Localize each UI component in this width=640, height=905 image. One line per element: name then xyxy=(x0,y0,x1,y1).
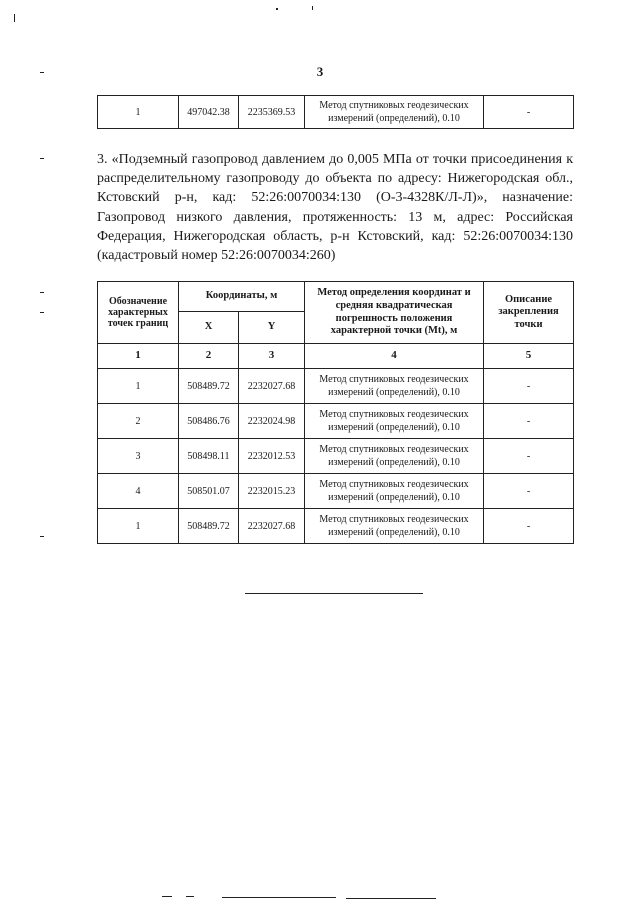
method-line-2: измерений (определений), 0.10 xyxy=(328,113,460,124)
x-cell: 508498.11 xyxy=(179,439,239,474)
method-line-2: измерений (определений), 0.10 xyxy=(328,387,460,398)
method-cell xyxy=(305,369,484,404)
scan-mark xyxy=(40,292,44,293)
table-row xyxy=(98,474,574,509)
point-cell: 1 xyxy=(98,369,179,404)
x-cell: 508501.07 xyxy=(179,474,239,509)
method-line-2: измерений (определений), 0.10 xyxy=(328,422,460,433)
column-number: 3 xyxy=(239,344,305,369)
x-cell: 508486.76 xyxy=(179,404,239,439)
y-cell: 2232027.68 xyxy=(239,509,305,544)
x-cell: 497042.38 xyxy=(179,96,239,129)
fixing-cell: - xyxy=(484,474,574,509)
designation-header: Обозначение характерных точек границ xyxy=(98,282,179,344)
method-cell xyxy=(305,474,484,509)
column-number: 4 xyxy=(305,344,484,369)
scan-mark xyxy=(276,8,278,10)
y-cell: 2232012.53 xyxy=(239,439,305,474)
table-row xyxy=(98,96,574,129)
method-cell xyxy=(305,404,484,439)
method-line-2: измерений (определений), 0.10 xyxy=(328,492,460,503)
method-line-1: Метод спутниковых геодезических xyxy=(319,99,469,111)
method-cell xyxy=(305,509,484,544)
table-row xyxy=(98,509,574,544)
table-row xyxy=(98,369,574,404)
x-header: X xyxy=(179,312,239,344)
method-line-1: Метод спутниковых геодезических xyxy=(319,373,469,385)
scan-mark xyxy=(312,6,313,10)
y-cell: 2232027.68 xyxy=(239,369,305,404)
method-header: Метод определения координат и средняя квадратическая погрешность положения характерной точки (Mt), м xyxy=(305,282,484,344)
y-cell: 2235369.53 xyxy=(239,96,305,129)
point-cell: 1 xyxy=(98,509,179,544)
point-cell: 1 xyxy=(98,96,179,129)
fixing-cell: - xyxy=(484,404,574,439)
continued-coordinates-table xyxy=(97,95,574,129)
method-line-1: Метод спутниковых геодезических xyxy=(319,408,469,420)
y-header: Y xyxy=(239,312,305,344)
scan-mark xyxy=(186,896,194,897)
method-line-1: Метод спутниковых геодезических xyxy=(319,478,469,490)
section-3-paragraph: 3. «Подземный газопровод давлением до 0,005 МПа от точки присоединения к распределительному газопроводу до объекта по адресу: Нижегородская обл., Кстовский р-н, кад: 52:26:0070034:130 (О-3-4328К/Л-Л)», назначение: Газопровод низкого давления, протяженность: 13 м, адрес: Российская Федерация, Нижегородская область, р-н Кстовский, кад: 52:26:0070034:130 (кадастровый номер 52:26:0070034:260) xyxy=(97,152,573,264)
fixing-cell: - xyxy=(484,439,574,474)
table-row xyxy=(98,439,574,474)
scan-mark xyxy=(40,158,44,159)
column-number-row xyxy=(98,344,574,369)
scan-mark xyxy=(40,312,44,313)
scan-mark xyxy=(222,897,336,898)
point-cell: 3 xyxy=(98,439,179,474)
x-cell: 508489.72 xyxy=(179,509,239,544)
scan-mark xyxy=(346,898,436,899)
point-cell: 4 xyxy=(98,474,179,509)
table-row xyxy=(98,404,574,439)
point-cell: 2 xyxy=(98,404,179,439)
method-cell xyxy=(305,96,484,129)
fixing-cell: - xyxy=(484,509,574,544)
scan-mark xyxy=(162,896,172,897)
coordinates-table xyxy=(97,281,574,544)
method-line-2: измерений (определений), 0.10 xyxy=(328,457,460,468)
method-line-2: измерений (определений), 0.10 xyxy=(328,527,460,538)
column-number: 5 xyxy=(484,344,574,369)
header-row xyxy=(98,282,574,312)
fixing-header: Описание закрепления точки xyxy=(484,282,574,344)
column-number: 1 xyxy=(98,344,179,369)
scan-mark xyxy=(14,14,15,22)
coordinates-header: Координаты, м xyxy=(179,282,305,312)
y-cell: 2232015.23 xyxy=(239,474,305,509)
fixing-cell: - xyxy=(484,96,574,129)
method-line-1: Метод спутниковых геодезических xyxy=(319,443,469,455)
column-number: 2 xyxy=(179,344,239,369)
y-cell: 2232024.98 xyxy=(239,404,305,439)
scan-mark xyxy=(40,536,44,537)
fixing-cell: - xyxy=(484,369,574,404)
method-line-1: Метод спутниковых геодезических xyxy=(319,513,469,525)
page-number: 3 xyxy=(316,64,324,79)
method-cell xyxy=(305,439,484,474)
end-of-section-rule xyxy=(245,593,423,594)
x-cell: 508489.72 xyxy=(179,369,239,404)
